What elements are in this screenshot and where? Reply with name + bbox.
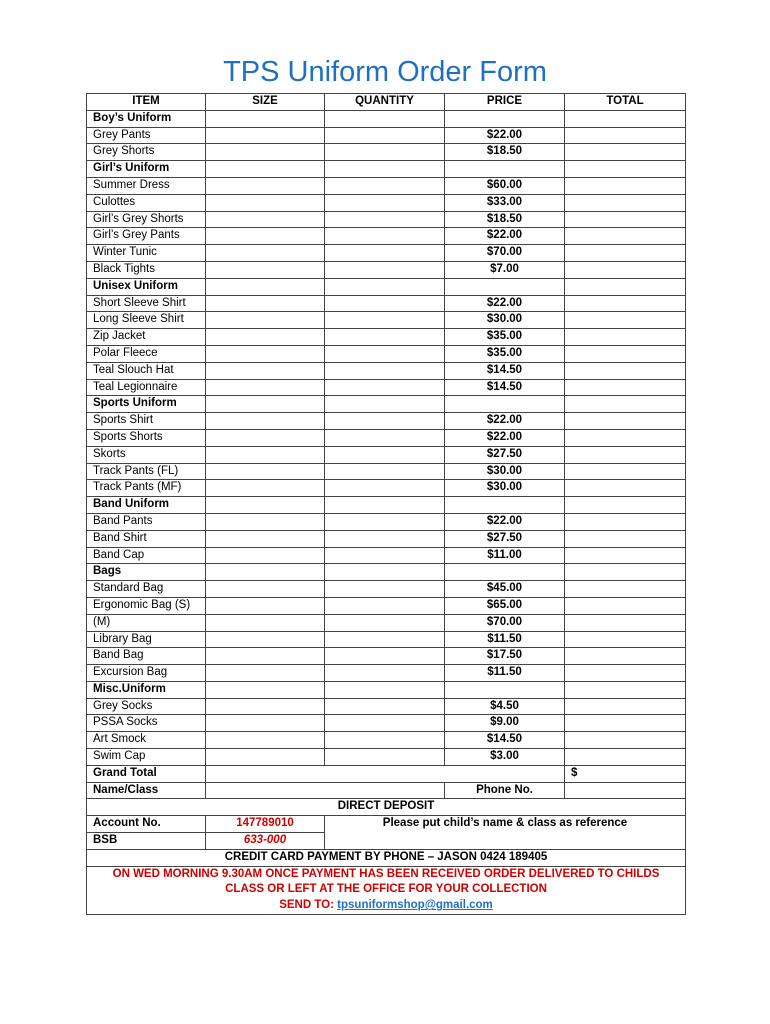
size-field[interactable] xyxy=(206,127,325,144)
item-row xyxy=(87,312,686,329)
item-row xyxy=(87,144,686,161)
total-field[interactable] xyxy=(565,312,686,329)
item-price: $22.00 xyxy=(445,228,565,245)
send-to-email-link[interactable]: tpsuniformshop@gmail.com xyxy=(337,899,493,912)
total-cell xyxy=(565,396,686,413)
total-field[interactable] xyxy=(565,547,686,564)
quantity-cell xyxy=(325,161,445,178)
size-cell xyxy=(206,497,325,514)
section-row xyxy=(87,396,686,413)
item-row xyxy=(87,665,686,682)
section-row xyxy=(87,110,686,127)
quantity-field[interactable] xyxy=(325,513,445,530)
item-row xyxy=(87,362,686,379)
size-cell xyxy=(206,161,325,178)
total-field[interactable] xyxy=(565,177,686,194)
item-row xyxy=(87,127,686,144)
total-cell xyxy=(565,161,686,178)
quantity-cell xyxy=(325,278,445,295)
item-price: $14.50 xyxy=(445,362,565,379)
credit-card-note: CREDIT CARD PAYMENT BY PHONE – JASON 0424 189405 xyxy=(87,849,686,866)
total-field[interactable] xyxy=(565,715,686,732)
quantity-field[interactable] xyxy=(325,749,445,766)
item-name: Track Pants (MF) xyxy=(87,480,206,497)
size-field[interactable] xyxy=(206,413,325,430)
item-name: Culottes xyxy=(87,194,206,211)
total-field[interactable] xyxy=(565,245,686,262)
item-row xyxy=(87,614,686,631)
item-price: $30.00 xyxy=(445,312,565,329)
total-field[interactable] xyxy=(565,329,686,346)
item-row xyxy=(87,715,686,732)
header-quantity: QUANTITY xyxy=(325,94,445,111)
header-size: SIZE xyxy=(206,94,325,111)
grand-total-field[interactable] xyxy=(206,765,565,782)
item-name: Long Sleeve Shirt xyxy=(87,312,206,329)
size-cell xyxy=(206,564,325,581)
quantity-field[interactable] xyxy=(325,228,445,245)
price-cell xyxy=(445,681,565,698)
item-name: Polar Fleece xyxy=(87,345,206,362)
quantity-field[interactable] xyxy=(325,429,445,446)
item-row xyxy=(87,597,686,614)
size-field[interactable] xyxy=(206,480,325,497)
size-field[interactable] xyxy=(206,698,325,715)
order-form-table xyxy=(86,93,686,915)
name-class-field[interactable] xyxy=(206,782,445,799)
grand-total-row xyxy=(87,765,686,782)
send-to xyxy=(93,898,679,914)
item-row xyxy=(87,513,686,530)
item-row xyxy=(87,261,686,278)
total-field[interactable] xyxy=(565,631,686,648)
direct-deposit-row xyxy=(87,799,686,816)
total-cell xyxy=(565,681,686,698)
total-field[interactable] xyxy=(565,614,686,631)
item-price: $3.00 xyxy=(445,749,565,766)
item-price: $14.50 xyxy=(445,732,565,749)
name-class-label: Name/Class xyxy=(87,782,206,799)
item-row xyxy=(87,480,686,497)
size-field[interactable] xyxy=(206,530,325,547)
total-field[interactable] xyxy=(565,749,686,766)
price-cell xyxy=(445,110,565,127)
size-cell xyxy=(206,396,325,413)
grand-total-label: Grand Total xyxy=(87,765,206,782)
item-row xyxy=(87,245,686,262)
size-field[interactable] xyxy=(206,614,325,631)
item-row xyxy=(87,194,686,211)
delivery-notice xyxy=(87,866,686,914)
total-field[interactable] xyxy=(565,379,686,396)
send-to-label: SEND TO: xyxy=(279,899,334,912)
item-name: Grey Socks xyxy=(87,698,206,715)
item-row xyxy=(87,211,686,228)
item-name: Art Smock xyxy=(87,732,206,749)
item-price: $22.00 xyxy=(445,127,565,144)
total-field[interactable] xyxy=(565,597,686,614)
item-name: Skorts xyxy=(87,446,206,463)
size-cell xyxy=(206,110,325,127)
section-row xyxy=(87,681,686,698)
total-field[interactable] xyxy=(565,530,686,547)
section-row xyxy=(87,497,686,514)
total-field[interactable] xyxy=(565,362,686,379)
item-row xyxy=(87,547,686,564)
quantity-field[interactable] xyxy=(325,547,445,564)
item-name: Teal Slouch Hat xyxy=(87,362,206,379)
quantity-field[interactable] xyxy=(325,295,445,312)
item-row xyxy=(87,295,686,312)
item-row xyxy=(87,177,686,194)
total-field[interactable] xyxy=(565,463,686,480)
item-price: $18.50 xyxy=(445,144,565,161)
item-name: Black Tights xyxy=(87,261,206,278)
item-row xyxy=(87,631,686,648)
item-name: Library Bag xyxy=(87,631,206,648)
item-name: Winter Tunic xyxy=(87,245,206,262)
quantity-field[interactable] xyxy=(325,732,445,749)
size-field[interactable] xyxy=(206,194,325,211)
total-field[interactable] xyxy=(565,581,686,598)
header-total: TOTAL xyxy=(565,94,686,111)
size-field[interactable] xyxy=(206,648,325,665)
item-price: $70.00 xyxy=(445,614,565,631)
item-name: Band Pants xyxy=(87,513,206,530)
quantity-field[interactable] xyxy=(325,631,445,648)
item-price: $33.00 xyxy=(445,194,565,211)
quantity-field[interactable] xyxy=(325,261,445,278)
item-price: $9.00 xyxy=(445,715,565,732)
size-field[interactable] xyxy=(206,379,325,396)
item-name: Grey Shorts xyxy=(87,144,206,161)
quantity-field[interactable] xyxy=(325,648,445,665)
quantity-field[interactable] xyxy=(325,665,445,682)
item-name: Band Shirt xyxy=(87,530,206,547)
size-field[interactable] xyxy=(206,144,325,161)
size-field[interactable] xyxy=(206,513,325,530)
quantity-field[interactable] xyxy=(325,127,445,144)
total-field[interactable] xyxy=(565,513,686,530)
total-cell xyxy=(565,564,686,581)
total-field[interactable] xyxy=(565,228,686,245)
item-row xyxy=(87,698,686,715)
item-price: $11.00 xyxy=(445,547,565,564)
total-field[interactable] xyxy=(565,413,686,430)
price-cell xyxy=(445,497,565,514)
total-field[interactable] xyxy=(565,194,686,211)
header-item: ITEM xyxy=(87,94,206,111)
item-price: $30.00 xyxy=(445,480,565,497)
price-cell xyxy=(445,278,565,295)
section-label: Girl’s Uniform xyxy=(87,161,206,178)
price-cell xyxy=(445,564,565,581)
size-field[interactable] xyxy=(206,547,325,564)
item-price: $22.00 xyxy=(445,295,565,312)
size-field[interactable] xyxy=(206,261,325,278)
item-row xyxy=(87,581,686,598)
quantity-field[interactable] xyxy=(325,194,445,211)
item-price: $11.50 xyxy=(445,631,565,648)
item-row xyxy=(87,329,686,346)
size-field[interactable] xyxy=(206,463,325,480)
size-field[interactable] xyxy=(206,597,325,614)
item-name: Swim Cap xyxy=(87,749,206,766)
item-name: Ergonomic Bag (S) xyxy=(87,597,206,614)
bsb-label: BSB xyxy=(87,833,206,850)
quantity-field[interactable] xyxy=(325,329,445,346)
quantity-field[interactable] xyxy=(325,581,445,598)
item-price: $17.50 xyxy=(445,648,565,665)
grand-total-currency[interactable]: $ xyxy=(565,765,686,782)
item-price: $18.50 xyxy=(445,211,565,228)
notice-line-2: CLASS OR LEFT AT THE OFFICE FOR YOUR COLLECTION xyxy=(225,883,547,896)
quantity-field[interactable] xyxy=(325,614,445,631)
quantity-field[interactable] xyxy=(325,597,445,614)
account-row xyxy=(87,816,686,833)
total-field[interactable] xyxy=(565,261,686,278)
header-row xyxy=(87,94,686,111)
size-field[interactable] xyxy=(206,177,325,194)
section-label: Unisex Uniform xyxy=(87,278,206,295)
item-name: Excursion Bag xyxy=(87,665,206,682)
item-row xyxy=(87,749,686,766)
total-field[interactable] xyxy=(565,429,686,446)
item-price: $45.00 xyxy=(445,581,565,598)
quantity-field[interactable] xyxy=(325,480,445,497)
name-class-row xyxy=(87,782,686,799)
item-name: Short Sleeve Shirt xyxy=(87,295,206,312)
total-field[interactable] xyxy=(565,732,686,749)
size-cell xyxy=(206,681,325,698)
quantity-field[interactable] xyxy=(325,446,445,463)
item-name: Girl’s Grey Shorts xyxy=(87,211,206,228)
size-field[interactable] xyxy=(206,581,325,598)
account-value: 147789010 xyxy=(206,816,325,833)
phone-label: Phone No. xyxy=(445,782,565,799)
quantity-field[interactable] xyxy=(325,715,445,732)
item-price: $4.50 xyxy=(445,698,565,715)
quantity-field[interactable] xyxy=(325,211,445,228)
quantity-field[interactable] xyxy=(325,413,445,430)
quantity-field[interactable] xyxy=(325,312,445,329)
quantity-cell xyxy=(325,396,445,413)
item-name: Band Bag xyxy=(87,648,206,665)
quantity-field[interactable] xyxy=(325,144,445,161)
quantity-cell xyxy=(325,564,445,581)
size-field[interactable] xyxy=(206,362,325,379)
quantity-field[interactable] xyxy=(325,177,445,194)
total-field[interactable] xyxy=(565,144,686,161)
item-name: Girl’s Grey Pants xyxy=(87,228,206,245)
item-price: $35.00 xyxy=(445,345,565,362)
item-name: Band Cap xyxy=(87,547,206,564)
item-name: Teal Legionnaire xyxy=(87,379,206,396)
total-field[interactable] xyxy=(565,698,686,715)
item-row xyxy=(87,379,686,396)
size-field[interactable] xyxy=(206,245,325,262)
item-name: Track Pants (FL) xyxy=(87,463,206,480)
size-cell xyxy=(206,278,325,295)
item-row xyxy=(87,429,686,446)
account-label: Account No. xyxy=(87,816,206,833)
reference-note: Please put child’s name & class as reference xyxy=(325,816,686,850)
total-field[interactable] xyxy=(565,665,686,682)
quantity-field[interactable] xyxy=(325,698,445,715)
item-name: Sports Shirt xyxy=(87,413,206,430)
total-field[interactable] xyxy=(565,211,686,228)
total-field[interactable] xyxy=(565,648,686,665)
section-row xyxy=(87,564,686,581)
section-label: Boy’s Uniform xyxy=(87,110,206,127)
item-name: Grey Pants xyxy=(87,127,206,144)
quantity-field[interactable] xyxy=(325,530,445,547)
size-field[interactable] xyxy=(206,312,325,329)
item-price: $60.00 xyxy=(445,177,565,194)
total-field[interactable] xyxy=(565,480,686,497)
item-row xyxy=(87,463,686,480)
item-price: $30.00 xyxy=(445,463,565,480)
section-row xyxy=(87,278,686,295)
total-field[interactable] xyxy=(565,345,686,362)
item-price: $22.00 xyxy=(445,429,565,446)
item-name: (M) xyxy=(87,614,206,631)
quantity-cell xyxy=(325,681,445,698)
section-label: Bags xyxy=(87,564,206,581)
section-label: Band Uniform xyxy=(87,497,206,514)
item-row xyxy=(87,345,686,362)
page-title: TPS Uniform Order Form xyxy=(223,56,547,88)
size-field[interactable] xyxy=(206,446,325,463)
item-price: $70.00 xyxy=(445,245,565,262)
item-name: PSSA Socks xyxy=(87,715,206,732)
total-cell xyxy=(565,110,686,127)
bsb-value: 633-000 xyxy=(206,833,325,850)
item-price: $27.50 xyxy=(445,446,565,463)
item-row xyxy=(87,228,686,245)
item-price: $65.00 xyxy=(445,597,565,614)
size-field[interactable] xyxy=(206,631,325,648)
quantity-field[interactable] xyxy=(325,245,445,262)
section-row xyxy=(87,161,686,178)
item-price: $11.50 xyxy=(445,665,565,682)
total-field[interactable] xyxy=(565,446,686,463)
price-cell xyxy=(445,396,565,413)
item-price: $22.00 xyxy=(445,513,565,530)
size-field[interactable] xyxy=(206,749,325,766)
quantity-field[interactable] xyxy=(325,463,445,480)
size-field[interactable] xyxy=(206,732,325,749)
item-price: $7.00 xyxy=(445,261,565,278)
phone-field[interactable] xyxy=(565,782,686,799)
total-field[interactable] xyxy=(565,127,686,144)
item-name: Sports Shorts xyxy=(87,429,206,446)
item-price: $27.50 xyxy=(445,530,565,547)
quantity-field[interactable] xyxy=(325,345,445,362)
item-row xyxy=(87,648,686,665)
item-price: $35.00 xyxy=(445,329,565,346)
item-price: $22.00 xyxy=(445,413,565,430)
size-field[interactable] xyxy=(206,715,325,732)
item-name: Summer Dress xyxy=(87,177,206,194)
size-field[interactable] xyxy=(206,211,325,228)
notice-row xyxy=(87,866,686,914)
section-label: Sports Uniform xyxy=(87,396,206,413)
total-field[interactable] xyxy=(565,295,686,312)
size-field[interactable] xyxy=(206,329,325,346)
notice-line-1: ON WED MORNING 9.30AM ONCE PAYMENT HAS BEEN RECEIVED ORDER DELIVERED TO CHILDS xyxy=(112,867,660,880)
section-label: Misc.Uniform xyxy=(87,681,206,698)
quantity-cell xyxy=(325,497,445,514)
price-cell xyxy=(445,161,565,178)
quantity-field[interactable] xyxy=(325,379,445,396)
item-row xyxy=(87,732,686,749)
item-row xyxy=(87,530,686,547)
total-cell xyxy=(565,278,686,295)
item-name: Standard Bag xyxy=(87,581,206,598)
quantity-cell xyxy=(325,110,445,127)
direct-deposit-heading: DIRECT DEPOSIT xyxy=(87,799,686,816)
credit-card-row xyxy=(87,849,686,866)
size-field[interactable] xyxy=(206,228,325,245)
item-name: Zip Jacket xyxy=(87,329,206,346)
size-field[interactable] xyxy=(206,295,325,312)
quantity-field[interactable] xyxy=(325,362,445,379)
item-row xyxy=(87,446,686,463)
item-row xyxy=(87,413,686,430)
header-price: PRICE xyxy=(445,94,565,111)
item-price: $14.50 xyxy=(445,379,565,396)
total-cell xyxy=(565,497,686,514)
size-field[interactable] xyxy=(206,665,325,682)
size-field[interactable] xyxy=(206,345,325,362)
size-field[interactable] xyxy=(206,429,325,446)
